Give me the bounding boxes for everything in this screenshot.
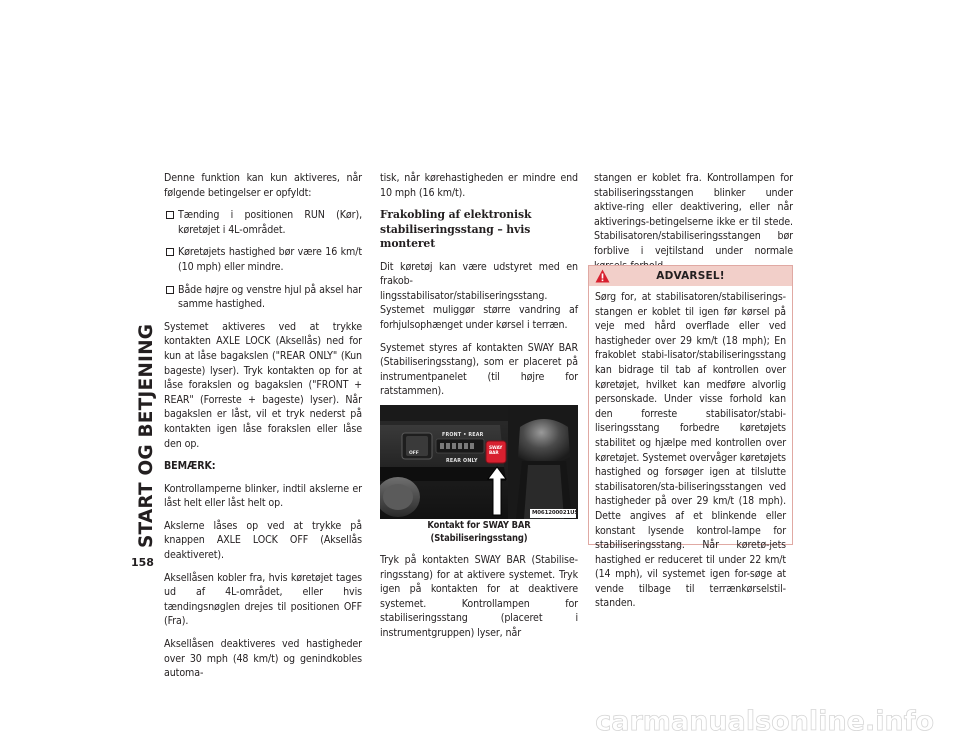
list-item-text: Køretøjets hastighed bør være 16 km/t (10 mph) eller mindre.: [178, 246, 362, 273]
axle-lock-paragraph: Systemet aktiveres ved at trykke kontakten AXLE LOCK (Aksellås) ned for kun at låse bagakslen ("REAR ONLY" (Kun bageste) lyser). Tryk kontakten op for at låse forakslen og bagakslen ("FRONT + REAR" (Forreste + bageste) lyser). Når bagakslen er låst, vil et tryk nederst på kontakten igen låse forakslen eller låse den op.: [164, 320, 362, 450]
sway-bar-button-label: [489, 446, 502, 456]
off-label: OFF: [409, 451, 419, 457]
checkbox-bullet-icon: [166, 211, 174, 219]
list-item: [164, 245, 362, 274]
note-text: Kontrollamperne blinker, indtil akslerne er låst helt eller låst helt op.: [164, 482, 362, 510]
sway-bar-switch-illustration: [380, 405, 578, 519]
continued-text: tisk, når kørehastigheden er mindre end 10 mph (16 km/t).: [380, 172, 578, 199]
unlock-paragraph: Akslerne låses op ved at trykke på knappen AXLE LOCK OFF (Aksellås deaktiveret).: [164, 519, 362, 562]
checkbox-bullet-icon: [166, 248, 174, 256]
figure-code: M061200021US: [532, 510, 578, 517]
list-item-text: Tænding i positionen RUN (Kør), køretøjet i 4L-området.: [178, 209, 362, 236]
checkbox-bullet-icon: [166, 286, 174, 294]
figure-caption: Kontakt for SWAY BAR (Stabiliseringsstang): [427, 520, 531, 545]
sway-bar-switch-photo: [380, 405, 578, 519]
travel-paragraph: Systemet muliggør større vandring af forhjulsophænget under kørsel i terræn.: [380, 304, 578, 332]
rear-only-label: REAR ONLY: [446, 459, 478, 465]
section-tab-label: START OG BETJENING: [136, 323, 157, 548]
warning-title: ADVARSEL!: [656, 270, 725, 282]
column-2: [380, 171, 578, 649]
warning-triangle-icon: [595, 269, 610, 283]
list-item: [164, 208, 362, 237]
section-tab: [136, 172, 158, 548]
carmanualsonline-watermark-logo: [556, 705, 936, 735]
continued-text: stangen er koblet fra. Kontrollampen for stabiliseringsstangen blinker under aktive-ring eller deaktivering, eller når aktiverings-betingelserne ikke er til stede. Stabilisatoren/stabiliseringsstangen bør forblive i vejtilstand under normale: [594, 172, 793, 257]
front-rear-label: FRONT • REAR: [442, 433, 484, 439]
warning-box: [588, 265, 793, 610]
warning-text: Sørg for, at stabilisatoren/stabiliserings-stangen er koblet til igen før kørsel på veje med hård overflade eller ved hastigheder over 29 km/t (18 mph); En frakoblet stabi-lisator/stabiliseringsstang kan bidrage til tab af kontrollen over køretøjet, hvilket kan medføre alvorlig personskade. Under visse forhold kan den forreste stabilisator/stabi-liseringsstang forbedre køretøjets stabilitet og hjælpe med kontrollen over køretøjet. Systemet overvåger køretøjets hastighed og forsøger igen at tilslutte stabilisatoren/sta-biliseringsstangen ved hastigheder på over 29 km/t (18 mph). Dette angives af et blinkende eller konstant lysende kontrol-lampe for stabiliseringsstang. Når køretø-jets hastighed er reduceret til under 22 km/t (14 mph), vil systemet igen for-søge at vende tilbage til terrænkørselstil-standen.: [595, 291, 786, 610]
disengage-paragraph: Aksellåsen kobler fra, hvis køretøjet tages ud af 4L-området, eller hvis tændingsnøglen drejes til positionen OFF (Fra).: [164, 571, 362, 628]
section-heading-line-2: stabiliseringsstang – hvis monteret: [380, 222, 531, 251]
equipment-paragraph: Dit køretøj kan være udstyret med en frakob-lingsstabilisator/stabiliseringsstang.: [380, 260, 578, 302]
switch-location-paragraph: Systemet styres af kontakten SWAY BAR (Stabiliseringsstang), som er placeret på instrumentpanelet (til højre for ratstammen).: [380, 341, 578, 398]
list-item-text: Både højre og venstre hjul på aksel har samme hastighed.: [178, 283, 362, 311]
sway-label: SWAY: [489, 446, 503, 452]
speed-paragraph: Aksellåsen deaktiveres ved hastigheder over 30 mph (48 km/t) og genindkobles automa-: [164, 638, 362, 680]
watermark-text: carmanualsonline.info: [595, 706, 934, 735]
column-1: [164, 171, 362, 689]
list-item: [164, 283, 362, 312]
conditions-intro: Denne funktion kan kun aktiveres, når følgende betingelser er opfyldt:: [164, 172, 362, 199]
warning-header: [589, 266, 792, 286]
section-heading: [380, 208, 578, 252]
note-label: BEMÆRK:: [164, 460, 216, 473]
activation-paragraph: Tryk på kontakten SWAY BAR (Stabilise-ringsstang) for at aktivere systemet. Tryk igen på kontakten for at deaktivere systemet. Kontrollampen for stabiliseringsstang (placeret i instrumentgruppen) lyser, når: [380, 554, 578, 639]
bar-label: BAR: [489, 451, 499, 457]
section-heading-line-1: Frakobling af elektronisk: [380, 208, 532, 222]
page-number: 158: [131, 556, 154, 569]
